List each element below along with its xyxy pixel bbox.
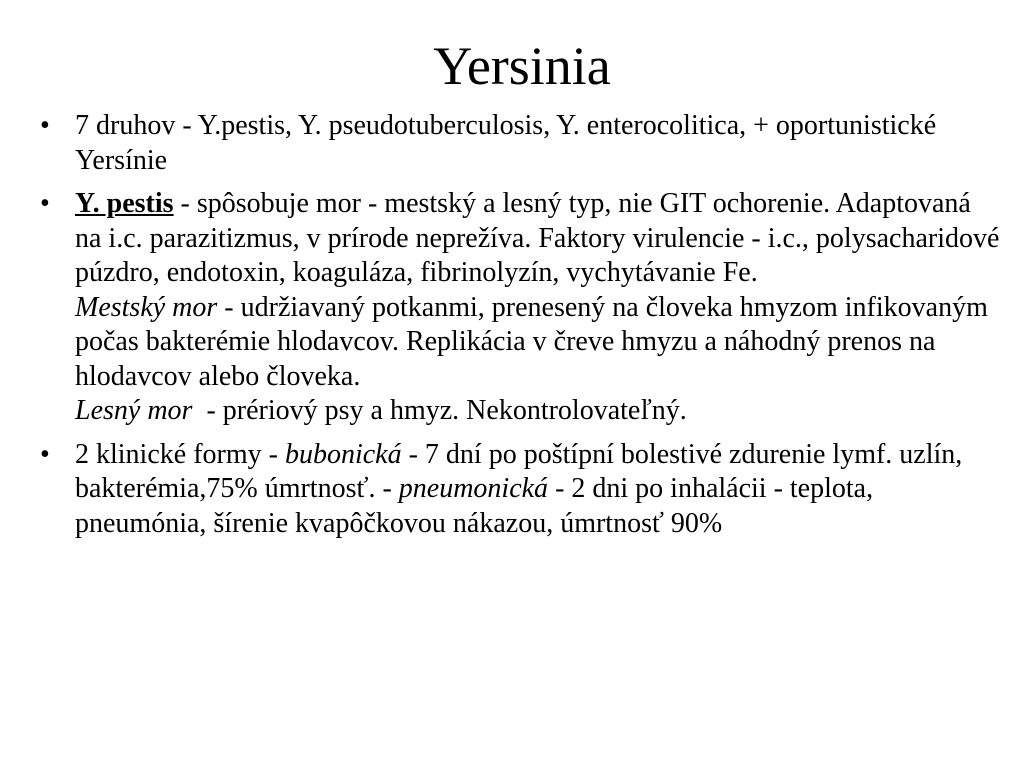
urban-plague-paragraph xyxy=(75,291,1000,395)
bubonic-form-text: - 7 dní po poštípní bolestivé zdurenie lymf. uzlín, bakterémia,75% úmrtnosť. - xyxy=(75,438,963,504)
y-pestis-paragraph xyxy=(75,187,1000,291)
pneumonic-form-text: - 2 dni po inhalácii - teplota, pneumónia, šírenie kvapôčkovou nákazou, úmrtnosť 90% xyxy=(75,473,874,539)
slide-title: Yersinia xyxy=(433,36,611,96)
pneumonic-form-label: pneumonická xyxy=(398,473,549,504)
bullet-text: 7 druhov - Y.pestis, Y. pseudotuberculosis, Y. enterocolitica, + oportunistické Yersínie xyxy=(75,110,937,176)
bullet-item-clinical-forms xyxy=(40,438,1000,542)
bullet-dot-icon: • xyxy=(40,438,50,470)
forest-plague-paragraph xyxy=(75,394,1000,429)
urban-plague-label: Mestský mor xyxy=(75,291,218,323)
bullet-item-y-pestis xyxy=(40,187,1000,429)
y-pestis-heading: Y. pestis xyxy=(75,188,174,219)
bullet-list xyxy=(40,109,1000,550)
bubonic-form-label: bubonická xyxy=(284,438,402,470)
forest-plague-text: - prériový psy a hmyz. Nekontrolovateľný. xyxy=(192,395,687,426)
forest-plague-label: Lesný mor xyxy=(75,395,193,426)
urban-plague-text: - udržiavaný potkanmi, prenesený na človeka hmyzom infikovaným počas bakterémie hlodavcov. Replikácia v čreve hmyzu a náhodný prenos na hlodavcov alebo človeka. xyxy=(75,291,988,392)
bullet-dot-icon: • xyxy=(40,188,50,219)
bullet-item-species xyxy=(40,109,1000,178)
y-pestis-intro: - spôsobuje mor - mestský a lesný typ, nie GIT ochorenie. Adaptovaná na i.c. parazitizmus, v prírode neprežíva. Faktory virulencie - i.c., polysacharidové púzdro, endotoxin, koaguláza, fibrinolyzín, vychytávanie Fe. xyxy=(75,188,1000,288)
bullet-dot-icon: • xyxy=(40,110,50,141)
clinical-forms-intro: 2 klinické formy - xyxy=(75,438,285,470)
